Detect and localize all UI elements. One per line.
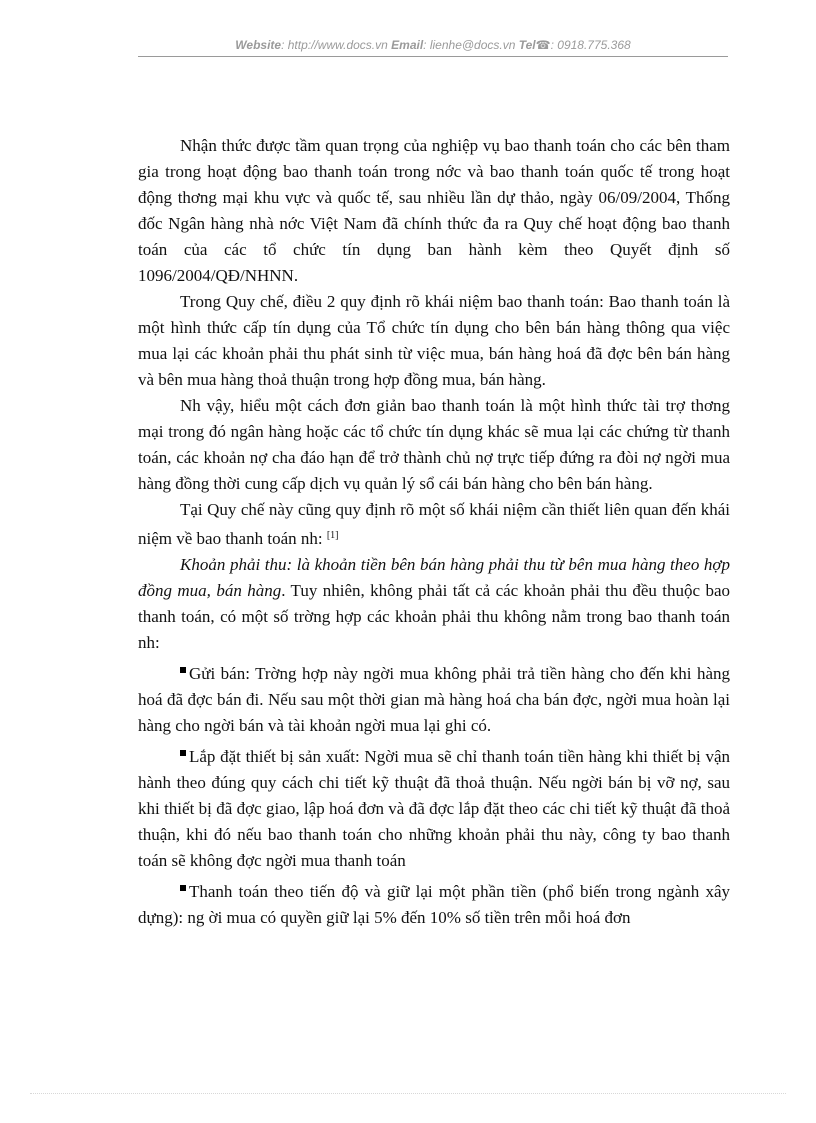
website-value: : http://www.docs.vn xyxy=(281,38,388,52)
tel-value: : 0918.775.368 xyxy=(550,38,631,52)
paragraph-4 xyxy=(138,497,730,552)
definition-italic: Khoản phải thu: là khoản tiền bên bán hàng phải thu từ bên mua hàng theo hợp đồng mua, bán hàng xyxy=(138,555,730,600)
square-bullet-icon xyxy=(180,667,186,673)
bullet-item-1 xyxy=(138,661,730,739)
paragraph-3: Nh vậy, hiểu một cách đơn giản bao thanh toán là một hình thức tài trợ thơng mại trong đó ngân hàng hoặc các tổ chức tín dụng khác sẽ mua lại các chứng từ thanh toán, các khoản nợ cha đáo hạn để trở thành chủ nợ trực tiếp đứng ra đòi nợ ngời mua hàng đồng thời cung cấp dịch vụ quản lý sổ cái bán hàng cho bên bán hàng. xyxy=(138,396,730,493)
square-bullet-icon xyxy=(180,750,186,756)
website-label: Website xyxy=(235,38,282,52)
square-bullet-icon xyxy=(180,885,186,891)
email-label: Email xyxy=(391,38,424,52)
bullet-text: Thanh toán theo tiến độ và giữ lại một phần tiền (phổ biến trong ngành xây dựng): ng ời mua có quyền giữ lại 5% đến 10% số tiền trên mỗi hoá đơn xyxy=(138,882,730,927)
paragraph-4-text: Tại Quy chế này cũng quy định rõ một số khái niệm cần thiết liên quan đến khái niệm về bao thanh toán nh: xyxy=(138,500,730,548)
paragraph-5 xyxy=(138,552,730,656)
bullet-item-2 xyxy=(138,744,730,874)
bullet-text: Gửi bán: Trờng hợp này ngời mua không phải trả tiền hàng cho đến khi hàng hoá đã đợc bán đi. Nếu sau một thời gian mà hàng hoá cha bán đợc, ngời mua hoàn lại hàng cho ngời bán và tài khoản ngời mua lại ghi có. xyxy=(138,664,730,735)
bullet-text: Lắp đặt thiết bị sản xuất: Ngời mua sẽ chỉ thanh toán tiền hàng khi thiết bị vận hành theo đúng quy cách chi tiết kỹ thuật đã thoả thuận. Nếu ngời bán bị vỡ nợ, sau khi thiết bị đã đợc giao, lập hoá đơn và đã đợc lắp đặt theo các chi tiết kỹ thuật đã thoả thuận, khi đó nếu bao thanh toán cho những khoản phải thu này, công ty bao thanh toán sẽ không đợc ngời mua thanh toán xyxy=(138,747,730,870)
email-value: : lienhe@docs.vn xyxy=(423,38,516,52)
document-body xyxy=(138,133,730,931)
paragraph-2: Trong Quy chế, điều 2 quy định rõ khái niệm bao thanh toán: Bao thanh toán là một hình thức cấp tín dụng của Tổ chức tín dụng cho bên bán hàng thông qua việc mua lại các khoản phải thu phát sinh từ việc mua, bán hàng hoá đã đợc bên bán hàng và bên mua hàng thoả thuận trong hợp đồng mua, bán hàng. xyxy=(138,292,730,389)
footnote-ref: [1] xyxy=(326,530,339,541)
bullet-item-3 xyxy=(138,879,730,931)
page-header xyxy=(138,38,728,57)
paragraph-1: Nhận thức được tầm quan trọng của nghiệp vụ bao thanh toán cho các bên tham gia trong hoạt động bao thanh toán trong nớc và bao thanh toán quốc tế trong hoạt động thơng mại khu vực và quốc tế, sau nhiều lần dự thảo, ngày 06/09/2004, Thống đốc Ngân hàng nhà nớc Việt Nam đã chính thức đa ra Quy chế hoạt động bao thanh toán của các tổ chức tín dụng ban hành kèm theo Quyết định số 1096/2004/QĐ/NHNN. xyxy=(138,136,730,285)
paragraph-5-text: . Tuy nhiên, không phải tất cả các khoản phải thu đều thuộc bao thanh toán, có một số trờng hợp các khoản phải thu không nằm trong bao thanh toán nh: xyxy=(138,581,730,652)
tel-label: Tel xyxy=(518,38,536,52)
phone-icon: ☎ xyxy=(535,38,551,52)
footer-divider xyxy=(30,1093,786,1094)
